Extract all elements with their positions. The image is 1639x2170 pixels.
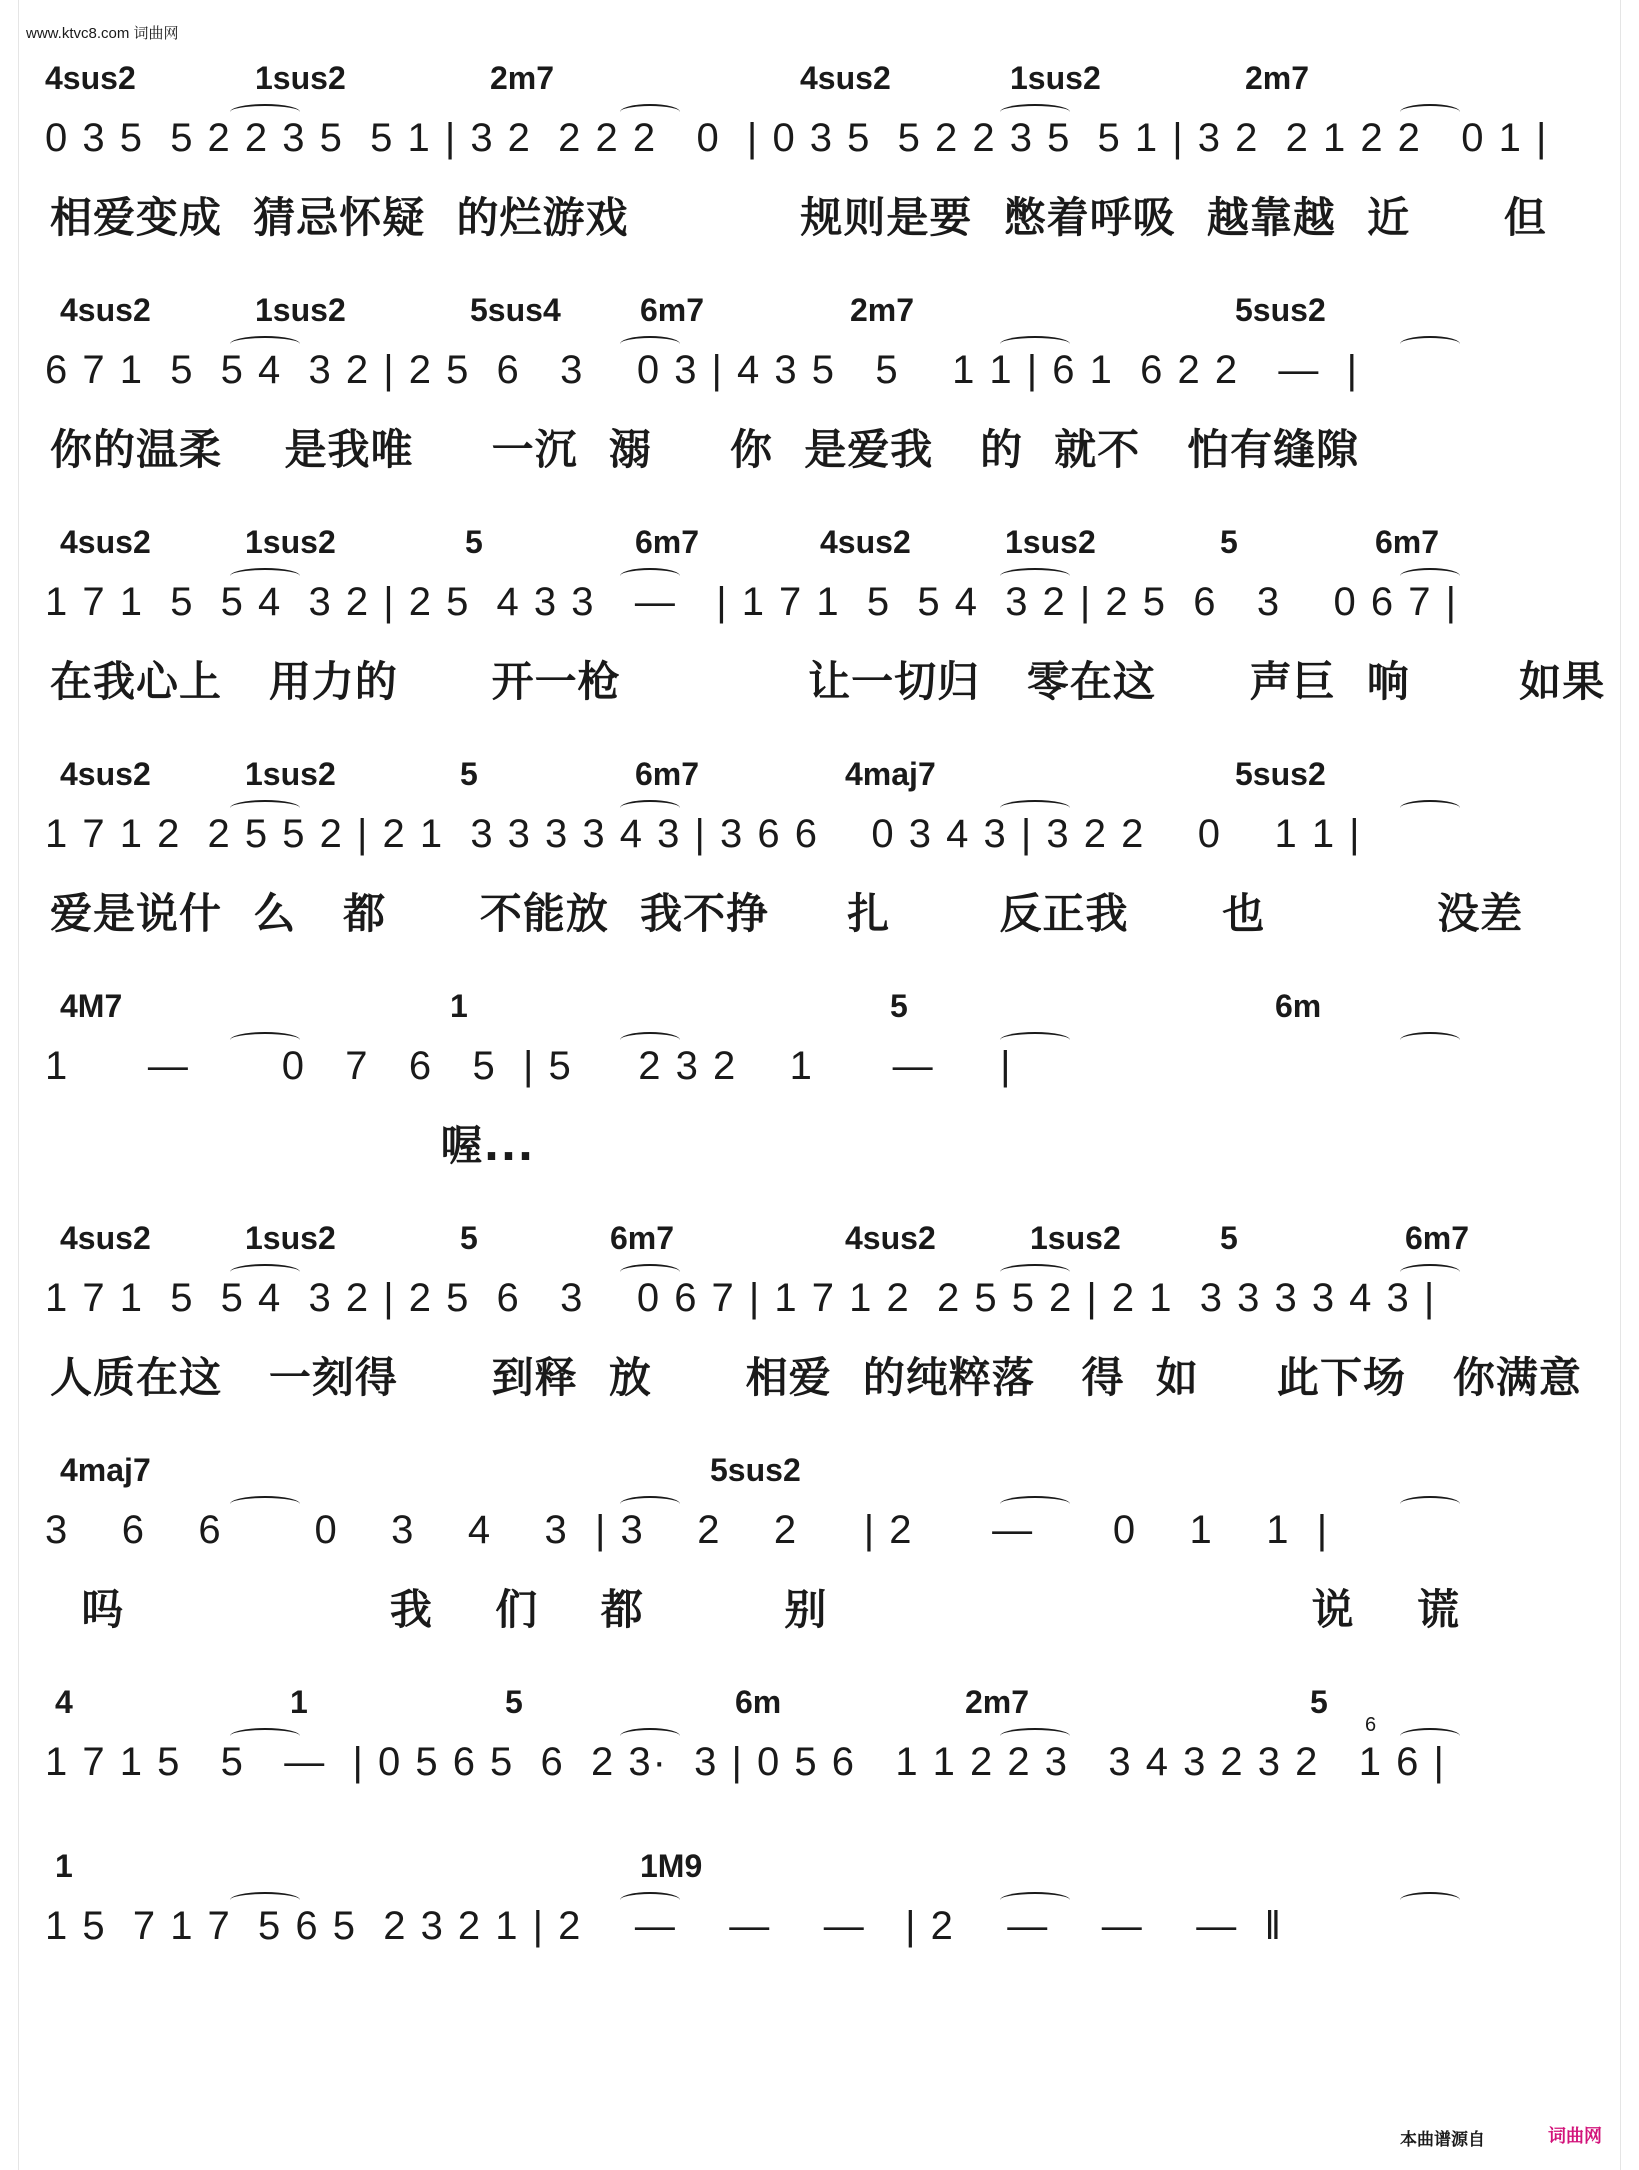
notation-line: 1 7 1 2 2 5 5 2 | 2 1 3 3 3 3 4 3 | 3 6 6 0 3 4 3 | 3 2 2 0 1 1 | (45, 812, 1362, 856)
chord-label: 4maj7 (60, 1452, 151, 1488)
slur-mark (230, 1728, 300, 1744)
chord-label: 6m7 (635, 756, 700, 792)
slur-mark (1400, 568, 1460, 584)
slur-mark (1000, 1496, 1070, 1512)
notation-line: 1 7 1 5 5 4 3 2 | 2 5 4 3 3 — | 1 7 1 5 5 4 3 2 | 2 5 6 3 0 6 7 | (45, 580, 1459, 624)
slur-mark (1000, 1728, 1070, 1744)
chord-label: 1sus2 (255, 60, 346, 96)
chord-label: 4M7 (60, 988, 123, 1024)
slur-mark (620, 336, 680, 352)
slur-mark (620, 104, 680, 120)
site-header: www.ktvc8.com 词曲网 (26, 25, 179, 42)
slur-mark (1000, 800, 1070, 816)
notation-line: 0 3 5 5 2 2 3 5 5 1 | 3 2 2 2 2 0 | 0 3 5 5 2 2 3 5 5 1 | 3 2 2 1 2 2 0 1 | (45, 116, 1549, 160)
chord-label: 4sus2 (60, 1220, 151, 1256)
chord-label: 1M9 (640, 1848, 703, 1884)
slur-mark (620, 1264, 680, 1280)
slur-mark (1400, 1496, 1460, 1512)
left-margin-rail (0, 0, 19, 2170)
chord-label: 6m (735, 1684, 782, 1720)
right-margin-rail (1620, 0, 1639, 2170)
slur-mark (230, 1892, 300, 1908)
chord-label: 4sus2 (45, 60, 136, 96)
slur-mark (620, 1892, 680, 1908)
slur-mark (620, 800, 680, 816)
lyrics-line: 人质在这 一刻得 到释 放 相爱 的纯粹落 得 如 此下场 你满意 (50, 1353, 1582, 1402)
notation-line: 1 7 1 5 5 — | 0 5 6 5 6 2 3· 3 | 0 5 6 1 1 2 2 3 3 4 3 2 3 2 1 6 | (45, 1740, 1446, 1784)
chord-label: 5 (1220, 1220, 1238, 1256)
slur-mark (1000, 104, 1070, 120)
slur-mark (1000, 1264, 1070, 1280)
chord-label: 4sus2 (800, 60, 891, 96)
notation-line: 1 5 7 1 7 5 6 5 2 3 2 1 | 2 — — — | 2 — — — ‖ (45, 1904, 1283, 1948)
slur-mark (1400, 104, 1460, 120)
chord-label: 5sus4 (470, 292, 561, 328)
chord-label: 5sus2 (1235, 292, 1326, 328)
chord-label: 4sus2 (845, 1220, 936, 1256)
slur-mark (1000, 336, 1070, 352)
slur-mark (1000, 1892, 1070, 1908)
notation-line: 1 — 0 7 6 5 | 5 2 3 2 1 — | (45, 1044, 1013, 1088)
chord-label: 1sus2 (245, 1220, 336, 1256)
chord-label: 5 (465, 524, 483, 560)
lyrics-line: 爱是说什 么 都 不能放 我不挣 扎 反正我 也 没差 (50, 889, 1524, 938)
chord-label: 5 (890, 988, 908, 1024)
slur-mark (1400, 1264, 1460, 1280)
chord-label: 1sus2 (1030, 1220, 1121, 1256)
chord-label: 5 (460, 1220, 478, 1256)
chord-label: 2m7 (490, 60, 555, 96)
chord-label: 5 (1310, 1684, 1328, 1720)
chord-label: 5sus2 (710, 1452, 801, 1488)
tuplet-mark: 6 (1365, 1714, 1377, 1736)
chord-label: 1sus2 (1005, 524, 1096, 560)
lyrics-line: 你的温柔 是我唯 一沉 溺 你 是爱我 的 就不 怕有缝隙 (50, 425, 1360, 474)
chord-label: 2m7 (850, 292, 915, 328)
chord-label: 6m7 (1405, 1220, 1470, 1256)
lyrics-line: 在我心上 用力的 开一枪 让一切归 零在这 声巨 响 如果 (50, 657, 1606, 706)
lyrics-line: 喔... (50, 1121, 535, 1170)
chord-label: 1sus2 (255, 292, 346, 328)
chord-label: 6m7 (635, 524, 700, 560)
chord-label: 4maj7 (845, 756, 936, 792)
slur-mark (230, 336, 300, 352)
chord-label: 4sus2 (820, 524, 911, 560)
chord-label: 6m (1275, 988, 1322, 1024)
slur-mark (230, 568, 300, 584)
chord-label: 4sus2 (60, 756, 151, 792)
chord-label: 1sus2 (245, 756, 336, 792)
slur-mark (230, 1496, 300, 1512)
chord-label: 4 (55, 1684, 73, 1720)
slur-mark (1000, 568, 1070, 584)
slur-mark (620, 1032, 680, 1048)
slur-mark (230, 1264, 300, 1280)
chord-label: 1 (55, 1848, 73, 1884)
footer-brand: 词曲网 (1548, 2126, 1602, 2147)
notation-line: 3 6 6 0 3 4 3 | 3 2 2 | 2 — 0 1 1 | (45, 1508, 1330, 1552)
slur-mark (1400, 1892, 1460, 1908)
chord-label: 4sus2 (60, 524, 151, 560)
chord-label: 5 (460, 756, 478, 792)
chord-label: 2m7 (965, 1684, 1030, 1720)
chord-label: 6m7 (640, 292, 705, 328)
slur-mark (1000, 1032, 1070, 1048)
slur-mark (1400, 1728, 1460, 1744)
chord-label: 1sus2 (245, 524, 336, 560)
chord-label: 5sus2 (1235, 756, 1326, 792)
slur-mark (1400, 336, 1460, 352)
slur-mark (230, 1032, 300, 1048)
chord-label: 5 (505, 1684, 523, 1720)
slur-mark (1400, 1032, 1460, 1048)
slur-mark (620, 1728, 680, 1744)
chord-label: 1 (290, 1684, 308, 1720)
slur-mark (620, 568, 680, 584)
chord-label: 5 (1220, 524, 1238, 560)
lyrics-line: 相爱变成 猜忌怀疑 的烂游戏 规则是要 憋着呼吸 越靠越 近 但 (50, 193, 1547, 242)
chord-label: 4sus2 (60, 292, 151, 328)
chord-label: 1 (450, 988, 468, 1024)
slur-mark (230, 800, 300, 816)
notation-line: 1 7 1 5 5 4 3 2 | 2 5 6 3 0 6 7 | 1 7 1 2 2 5 5 2 | 2 1 3 3 3 3 4 3 | (45, 1276, 1437, 1320)
footer-source: 本曲谱源自 (1400, 2130, 1485, 2150)
slur-mark (230, 104, 300, 120)
chord-label: 1sus2 (1010, 60, 1101, 96)
chord-label: 6m7 (610, 1220, 675, 1256)
chord-label: 6m7 (1375, 524, 1440, 560)
lyrics-line: 吗 我 们 都 别 说 谎 (50, 1585, 1461, 1634)
slur-mark (620, 1496, 680, 1512)
notation-line: 6 7 1 5 5 4 3 2 | 2 5 6 3 0 3 | 4 3 5 5 1 1 | 6 1 6 2 2 — | (45, 348, 1360, 392)
chord-label: 2m7 (1245, 60, 1310, 96)
slur-mark (1400, 800, 1460, 816)
